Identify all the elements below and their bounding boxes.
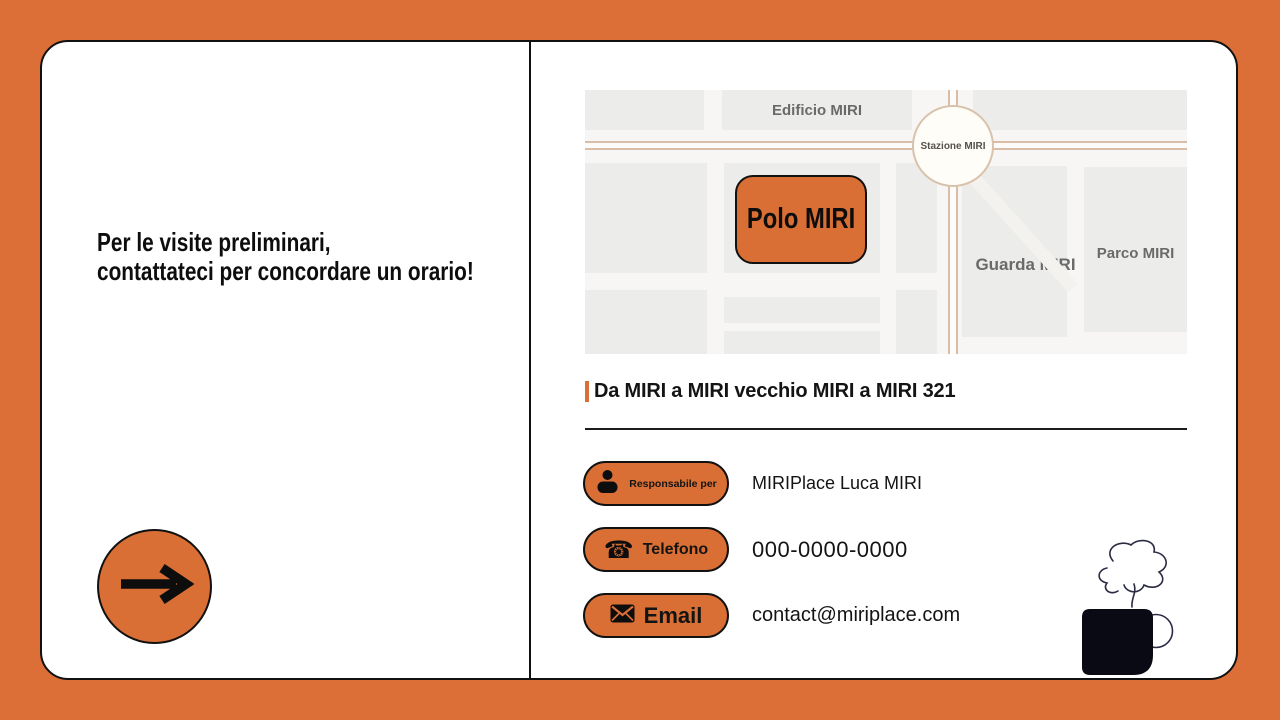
email-pill[interactable] — [583, 593, 729, 638]
route-heading-text: Da MIRI a MIRI vecchio MIRI a MIRI 321 — [594, 380, 956, 402]
person-icon — [595, 468, 620, 499]
route-heading — [585, 380, 955, 403]
map-block — [724, 331, 880, 354]
next-arrow-button[interactable] — [97, 529, 212, 644]
heading-underline — [585, 428, 1187, 430]
location-map — [585, 90, 1187, 354]
intro-message — [97, 228, 474, 286]
map-block — [973, 90, 1187, 130]
envelope-icon — [610, 604, 635, 628]
coffee-mug-illustration — [1077, 537, 1237, 677]
phone-value: 000-0000-0000 — [752, 536, 908, 562]
map-block — [585, 290, 707, 354]
phone-icon: ☎ — [603, 535, 634, 564]
parco-label: Parco MIRI — [1096, 245, 1175, 262]
email-value: contact@miriplace.com — [752, 604, 961, 626]
polo-miri-marker — [735, 175, 867, 264]
guarda-label: Guarda MIRI — [975, 255, 1076, 274]
map-block-edificio — [722, 90, 912, 130]
email-pill-label: Email — [643, 602, 703, 628]
map-block — [585, 163, 707, 273]
heading-accent-bar — [585, 381, 589, 402]
phone-pill-label: Telefono — [642, 540, 709, 558]
map-block — [724, 297, 880, 323]
phone-pill[interactable] — [583, 527, 729, 572]
polo-label: Polo MIRI — [746, 203, 856, 235]
map-block — [585, 90, 704, 130]
horizontal-road — [585, 141, 1187, 150]
intro-message-line2: contattateci per concordare un orario! — [97, 256, 474, 286]
responsible-pill[interactable] — [583, 461, 729, 506]
map-block — [896, 290, 937, 354]
intro-message-line1: Per le visite preliminari, — [97, 227, 331, 257]
responsible-value: MIRIPlace Luca MIRI — [752, 473, 923, 493]
edificio-label: Edificio MIRI — [772, 101, 862, 119]
responsible-pill-label: Responsabile per — [629, 477, 717, 490]
arrow-right-icon — [116, 560, 194, 613]
stazione-label: Stazione MIRI — [920, 140, 986, 152]
panel-divider — [529, 42, 531, 678]
slide-card — [40, 40, 1238, 680]
stazione-marker — [912, 105, 994, 187]
